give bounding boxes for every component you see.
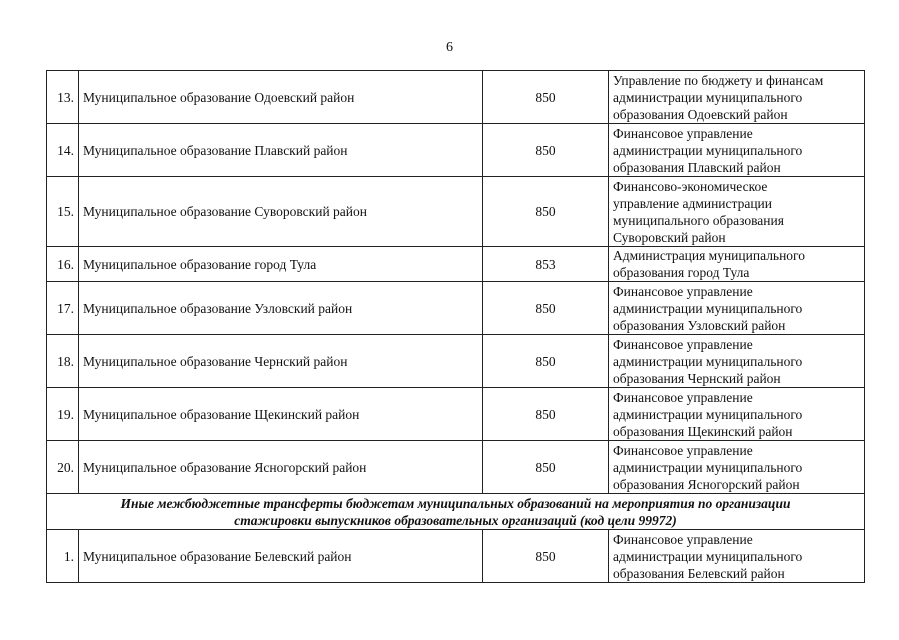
- municipality-name: Муниципальное образование Чернский район: [79, 335, 483, 388]
- org-line: Суворовский район: [613, 229, 726, 245]
- org-line: администрации муниципального: [613, 142, 803, 158]
- row-number: 19.: [47, 388, 79, 441]
- org-line: администрации муниципального: [613, 300, 803, 316]
- row-number: 14.: [47, 124, 79, 177]
- table-row: [47, 388, 865, 441]
- org-line: Администрация муниципального: [613, 248, 806, 263]
- org-line: Финансовое управление: [613, 125, 753, 141]
- transfers-table: [46, 70, 865, 583]
- municipality-name: Муниципальное образование Одоевский район: [79, 71, 483, 124]
- municipality-name: Муниципальное образование Белевский район: [79, 530, 483, 583]
- org-line: Управление по бюджету и финансам: [613, 72, 824, 88]
- org-line: муниципального образования: [613, 212, 784, 228]
- org-line: Финансовое управление: [613, 442, 753, 458]
- table-row: [47, 441, 865, 494]
- org-line: администрации муниципального: [613, 89, 803, 105]
- org-line: образования Узловский район: [613, 317, 786, 333]
- org-line: управление администрации: [613, 195, 773, 211]
- administrator-org: [609, 177, 865, 247]
- budget-code: 850: [483, 441, 609, 494]
- org-line: образования Белевский район: [613, 565, 785, 581]
- table-row: [47, 177, 865, 247]
- table-row: [47, 282, 865, 335]
- org-line: Финансовое управление: [613, 283, 753, 299]
- section-heading-line: Иные межбюджетные трансферты бюджетам муниципальных образований на мероприятия по организации: [120, 495, 791, 511]
- section-heading: [47, 494, 865, 530]
- row-number: 17.: [47, 282, 79, 335]
- org-line: образования город Тула: [613, 265, 750, 280]
- administrator-org: [609, 335, 865, 388]
- org-line: Финансово-экономическое: [613, 178, 768, 194]
- org-line: администрации муниципального: [613, 406, 803, 422]
- budget-code: 850: [483, 388, 609, 441]
- section-heading-line: стажировки выпускников образовательных организаций (код цели 99972): [234, 512, 677, 528]
- budget-code: 850: [483, 335, 609, 388]
- municipality-name: Муниципальное образование город Тула: [79, 247, 483, 282]
- municipality-name: Муниципальное образование Ясногорский район: [79, 441, 483, 494]
- org-line: администрации муниципального: [613, 459, 803, 475]
- administrator-org: [609, 71, 865, 124]
- row-number: 16.: [47, 247, 79, 282]
- table-row: [47, 530, 865, 583]
- table-row: [47, 247, 865, 282]
- row-number: 1.: [47, 530, 79, 583]
- row-number: 15.: [47, 177, 79, 247]
- org-line: администрации муниципального: [613, 548, 803, 564]
- administrator-org: [609, 530, 865, 583]
- page-number: 6: [446, 40, 453, 55]
- org-line: образования Ясногорский район: [613, 476, 800, 492]
- municipality-name: Муниципальное образование Плавский район: [79, 124, 483, 177]
- budget-code: 850: [483, 71, 609, 124]
- org-line: образования Щекинский район: [613, 423, 793, 439]
- budget-code: 850: [483, 282, 609, 335]
- org-line: Финансовое управление: [613, 531, 753, 547]
- municipality-name: Муниципальное образование Щекинский район: [79, 388, 483, 441]
- administrator-org: [609, 282, 865, 335]
- org-line: образования Плавский район: [613, 159, 781, 175]
- org-line: образования Чернский район: [613, 370, 781, 386]
- budget-code: 853: [483, 247, 609, 282]
- table-row: [47, 335, 865, 388]
- administrator-org: [609, 388, 865, 441]
- org-line: образования Одоевский район: [613, 106, 788, 122]
- table-row: [47, 124, 865, 177]
- section-header-row: [47, 494, 865, 530]
- administrator-org: [609, 247, 865, 282]
- row-number: 13.: [47, 71, 79, 124]
- org-line: Финансовое управление: [613, 336, 753, 352]
- org-line: администрации муниципального: [613, 353, 803, 369]
- row-number: 18.: [47, 335, 79, 388]
- table-row: [47, 71, 865, 124]
- administrator-org: [609, 441, 865, 494]
- row-number: 20.: [47, 441, 79, 494]
- budget-code: 850: [483, 177, 609, 247]
- budget-code: 850: [483, 530, 609, 583]
- org-line: Финансовое управление: [613, 389, 753, 405]
- administrator-org: [609, 124, 865, 177]
- municipality-name: Муниципальное образование Узловский район: [79, 282, 483, 335]
- budget-code: 850: [483, 124, 609, 177]
- municipality-name: Муниципальное образование Суворовский район: [79, 177, 483, 247]
